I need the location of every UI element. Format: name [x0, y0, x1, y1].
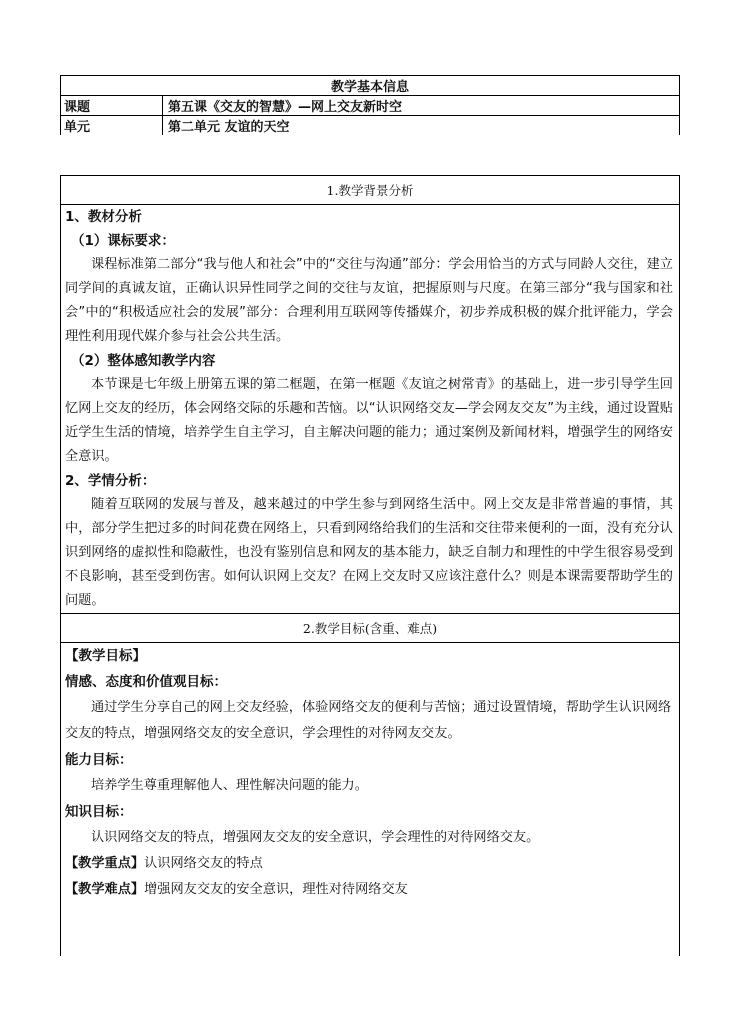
student-analysis-text: 随着互联网的发展与普及，越来越过的中学生参与到网络生活中。网上交友是非常普遍的事情，其中，部分学生把过多的时间花费在网络上，只看到网络给我们的生活和交往带来便利的一面，没有充分认识到网络的虚拟性和隐蔽性，也没有鉴别信息和网友的基本能力，缺乏自制力和理性的中学生很容易受到不良影响，甚至受到伤害。如何认识网上交友？在网上交友时又应该注意什么？则是本课需要帮助学生的问题。: [65, 497, 673, 608]
emotion-goal-title: 情感、态度和价值观目标：: [65, 674, 227, 690]
topic-label: 课题: [61, 96, 163, 115]
unit-value: 第二单元 友谊的天空: [168, 120, 290, 135]
unit-label: 单元: [61, 116, 163, 135]
ability-goal-title: 能力目标：: [65, 752, 133, 768]
knowledge-goal-text: 认识网络交友的特点，增强网友交友的安全意识，学会理性的对待网络交友。: [91, 830, 540, 845]
difficulty-text: 增强网友交友的安全意识，理性对待网络交友: [144, 882, 408, 897]
section2-body: [61, 643, 679, 903]
analysis-table: [60, 175, 680, 956]
content-overview-text: 本节课是七年级上册第五课的第二框题，在第一框题《友谊之树常青》的基础上，进一步引导学生回忆网上交友的经历，体会网络交际的乐趣和苦恼。以“认识网络交友—学会网友交友”为主线，通过设置贴近学生生活的情境，培养学生自主学习，自主解决问题的能力；通过案例及新闻材料，增强学生的网络安全意识。: [65, 377, 673, 464]
knowledge-goal-title: 知识目标：: [65, 804, 133, 820]
key-point-text: 认识网络交友的特点: [144, 856, 263, 871]
section1-header: 1.教学背景分析: [61, 176, 679, 205]
key-point-line: [65, 851, 673, 877]
key-point-tag: 【教学重点】: [65, 856, 145, 871]
student-analysis-title: 2、学情分析：: [65, 473, 156, 489]
teaching-goal-tag: 【教学目标】: [65, 648, 146, 664]
basic-info-table: [60, 75, 680, 135]
ability-goal-text: 培养学生尊重理解他人、理性解决问题的能力。: [91, 778, 368, 793]
topic-value: 第五课《交友的智慧》—网上交友新时空: [168, 100, 403, 115]
content-overview-title: （2）整体感知教学内容: [71, 353, 216, 369]
emotion-goal-text: 通过学生分享自己的网上交友经验，体验网络交友的便利与苦恼；通过设置情境，帮助学生认识网络交友的特点，增强网络交友的安全意识，学会理性的对待网友交友。: [65, 700, 672, 741]
curriculum-requirement-text: 课程标准第二部分“我与他人和社会”中的“交往与沟通”部分：学会用恰当的方式与同龄人交往，建立同学间的真诚友谊，正确认识异性同学之间的交往与友谊，把握原则与尺度。在第三部分“我与国家和社会”中的“积极适应社会的发展”部分：合理利用互联网等传播媒介，初步养成积极的媒介批评能力，学会理性利用现代媒介参与社会公共生活。: [65, 257, 673, 344]
textbook-analysis-title: 1、教材分析: [65, 209, 142, 225]
topic-row: [61, 96, 679, 116]
section2-header: 2.教学目标(含重、难点): [61, 613, 679, 643]
difficulty-tag: 【教学难点】: [65, 882, 145, 897]
basic-info-title: 教学基本信息: [61, 76, 679, 96]
unit-row: [61, 116, 679, 135]
curriculum-requirement-title: （1）课标要求：: [71, 233, 175, 249]
difficulty-line: [65, 877, 673, 903]
section1-body: [61, 205, 679, 613]
